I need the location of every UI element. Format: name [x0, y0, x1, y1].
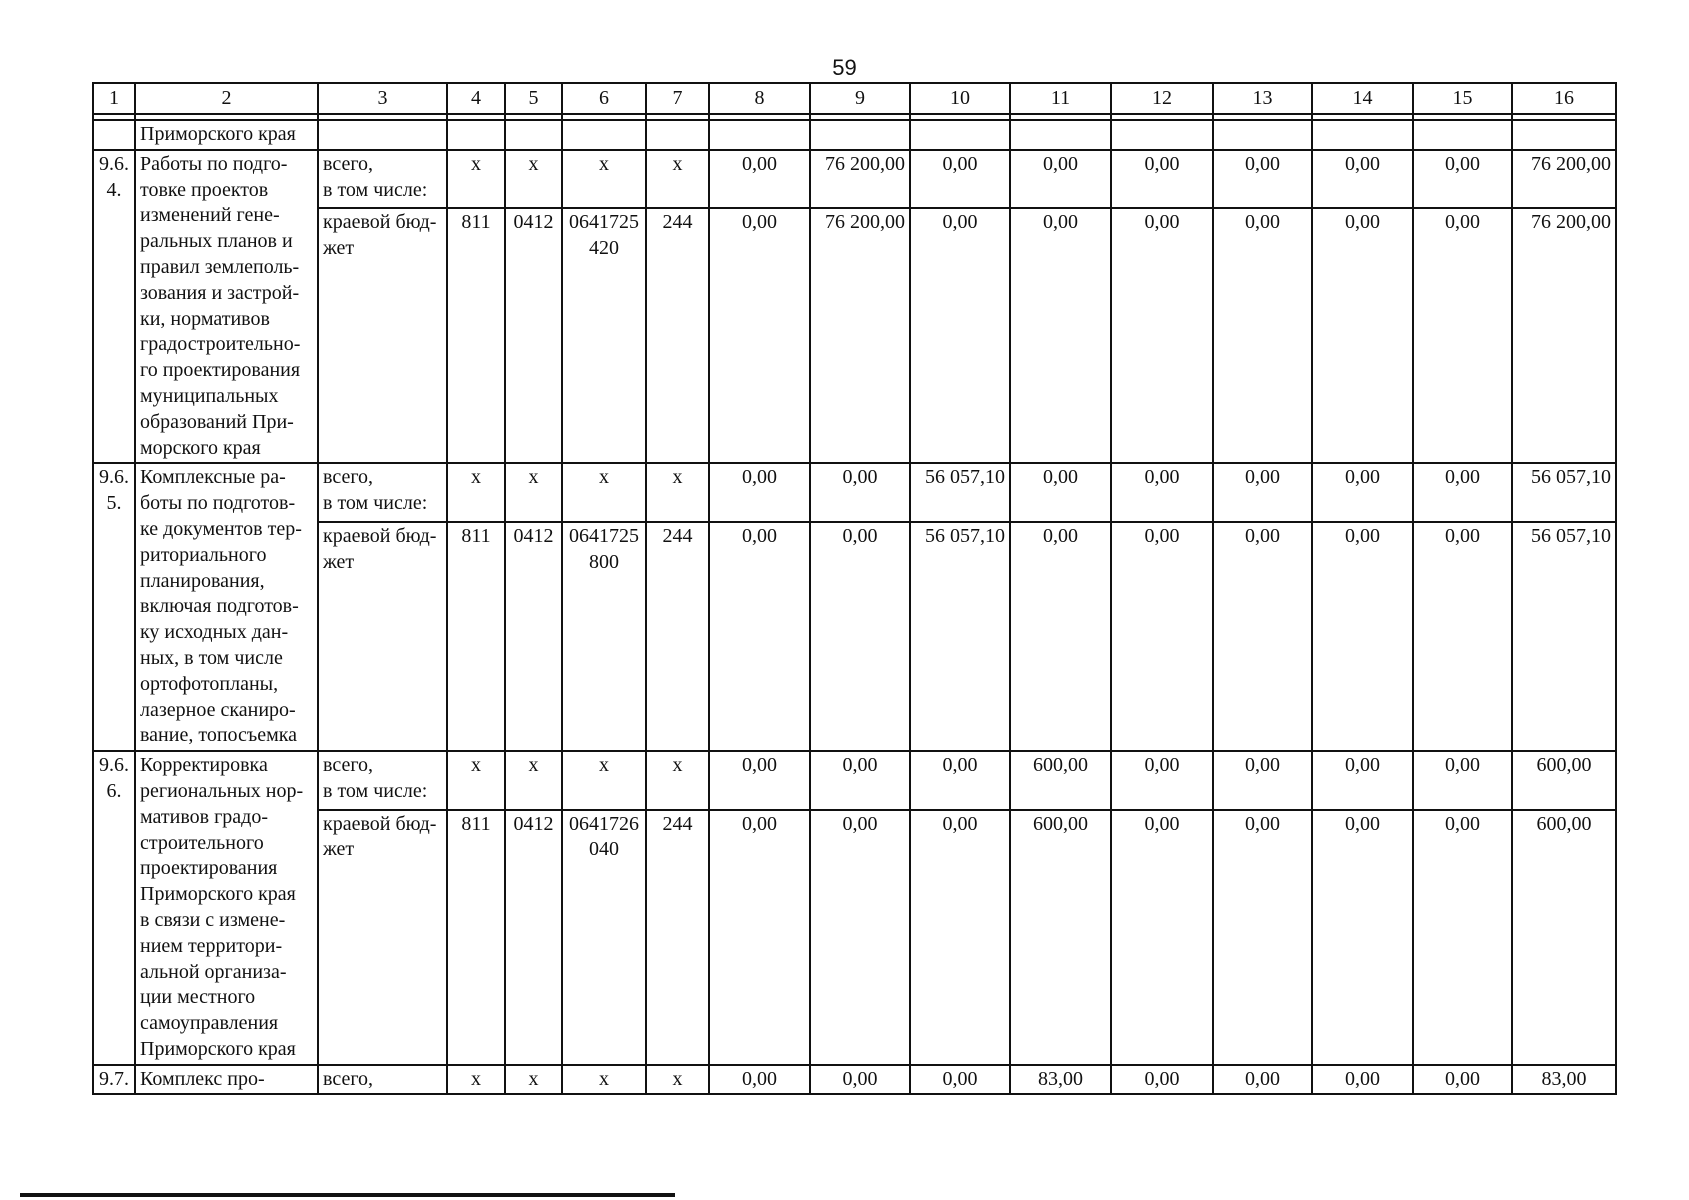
code-cell: 0641726 040 — [562, 810, 646, 1065]
code-cell: 811 — [447, 522, 505, 751]
value-cell: 0,00 — [709, 1065, 810, 1095]
item-name: Комплексные ра- боты по подготов- ке документов тер- риториального планирования, включая подготов- ку исходных дан- ных, в том числе ортофотопланы, лазерное сканиро- вание, топосъемка — [135, 463, 318, 751]
value-cell: 600,00 — [1512, 751, 1616, 810]
value-cell: 600,00 — [1010, 810, 1111, 1065]
code-cell: x — [505, 150, 562, 209]
column-header: 1 — [93, 83, 135, 114]
table-row — [93, 751, 1616, 810]
table-row — [93, 150, 1616, 209]
code-cell: x — [562, 751, 646, 810]
value-cell: 0,00 — [709, 208, 810, 463]
value-cell: 0,00 — [1413, 208, 1512, 463]
value-cell: 0,00 — [1010, 150, 1111, 209]
column-header: 3 — [318, 83, 447, 114]
value-cell: 0,00 — [1413, 810, 1512, 1065]
value-cell: 0,00 — [1111, 150, 1213, 209]
code-cell: 811 — [447, 208, 505, 463]
value-cell: 83,00 — [1010, 1065, 1111, 1095]
value-cell: 0,00 — [1213, 1065, 1312, 1095]
item-number: 9.6. 4. — [93, 150, 135, 464]
funding-source: всего, в том числе: — [318, 463, 447, 521]
value-cell: 0,00 — [1312, 463, 1413, 521]
value-cell: 0,00 — [1111, 1065, 1213, 1095]
column-header: 12 — [1111, 83, 1213, 114]
table-row — [93, 1065, 1616, 1095]
value-cell: 0,00 — [810, 463, 910, 521]
value-cell: 0,00 — [1213, 810, 1312, 1065]
value-cell: 0,00 — [1213, 463, 1312, 521]
value-cell: 76 200,00 — [810, 150, 910, 209]
code-cell: x — [646, 1065, 709, 1095]
code-cell: x — [646, 751, 709, 810]
column-header: 2 — [135, 83, 318, 114]
funding-source: краевой бюд- жет — [318, 810, 447, 1065]
column-header: 5 — [505, 83, 562, 114]
value-cell: 0,00 — [810, 810, 910, 1065]
value-cell: 0,00 — [910, 810, 1010, 1065]
value-cell: 56 057,10 — [1512, 522, 1616, 751]
column-header: 15 — [1413, 83, 1512, 114]
value-cell: 600,00 — [1010, 751, 1111, 810]
column-header: 4 — [447, 83, 505, 114]
value-cell: 0,00 — [1010, 522, 1111, 751]
code-cell: 0641725 800 — [562, 522, 646, 751]
value-cell: 0,00 — [1213, 150, 1312, 209]
item-name: Комплекс про- — [135, 1065, 318, 1095]
value-cell: 0,00 — [1111, 751, 1213, 810]
continuation-row — [93, 120, 1616, 150]
value-cell: 0,00 — [709, 810, 810, 1065]
table-row — [93, 810, 1616, 1065]
value-cell: 0,00 — [1213, 751, 1312, 810]
value-cell: 0,00 — [910, 1065, 1010, 1095]
code-cell: 811 — [447, 810, 505, 1065]
table-row — [93, 522, 1616, 751]
value-cell: 0,00 — [1213, 522, 1312, 751]
value-cell: 0,00 — [1413, 1065, 1512, 1095]
code-cell: 244 — [646, 208, 709, 463]
value-cell: 0,00 — [910, 751, 1010, 810]
value-cell: 600,00 — [1512, 810, 1616, 1065]
table-row — [93, 463, 1616, 521]
code-cell: x — [646, 463, 709, 521]
column-header: 7 — [646, 83, 709, 114]
value-cell: 0,00 — [1413, 463, 1512, 521]
code-cell: x — [562, 1065, 646, 1095]
column-header: 11 — [1010, 83, 1111, 114]
code-cell: x — [505, 463, 562, 521]
code-cell: x — [562, 150, 646, 209]
value-cell: 0,00 — [709, 463, 810, 521]
funding-source: всего, в том числе: — [318, 751, 447, 810]
value-cell: 0,00 — [1312, 810, 1413, 1065]
value-cell: 0,00 — [810, 751, 910, 810]
code-cell: x — [505, 751, 562, 810]
value-cell: 83,00 — [1512, 1065, 1616, 1095]
item-name: Работы по подго- товке проектов изменений гене- ральных планов и правил землеполь- зования и застрой- ки, нормативов градостроительно- го проектирования муниципальных образований При- морского края — [135, 150, 318, 464]
column-header: 6 — [562, 83, 646, 114]
table-row — [93, 208, 1616, 463]
column-header: 9 — [810, 83, 910, 114]
funding-source: всего, — [318, 1065, 447, 1095]
item-name: Корректировка региональных нор- мативов градо- строительного проектирования Приморского края в связи с измене- нием территори- альной организа- ции местного самоуправления Приморского края — [135, 751, 318, 1065]
footnote-separator — [20, 1193, 675, 1197]
value-cell: 0,00 — [910, 150, 1010, 209]
budget-table — [92, 82, 1617, 1095]
funding-source: краевой бюд- жет — [318, 522, 447, 751]
column-header: 16 — [1512, 83, 1616, 114]
value-cell: 0,00 — [1010, 463, 1111, 521]
value-cell: 0,00 — [1010, 208, 1111, 463]
code-cell: x — [447, 1065, 505, 1095]
value-cell: 0,00 — [1312, 208, 1413, 463]
value-cell: 0,00 — [810, 1065, 910, 1095]
code-cell: x — [505, 1065, 562, 1095]
value-cell: 0,00 — [1312, 522, 1413, 751]
code-cell: x — [646, 150, 709, 209]
value-cell: 0,00 — [709, 150, 810, 209]
column-header: 8 — [709, 83, 810, 114]
value-cell: 0,00 — [1413, 150, 1512, 209]
column-header: 10 — [910, 83, 1010, 114]
code-cell: x — [447, 751, 505, 810]
code-cell: 244 — [646, 522, 709, 751]
code-cell: 0412 — [505, 810, 562, 1065]
value-cell: 56 057,10 — [910, 463, 1010, 521]
value-cell: 76 200,00 — [1512, 150, 1616, 209]
value-cell: 0,00 — [1213, 208, 1312, 463]
value-cell: 56 057,10 — [1512, 463, 1616, 521]
value-cell: 0,00 — [910, 208, 1010, 463]
column-header: 13 — [1213, 83, 1312, 114]
value-cell: 0,00 — [709, 522, 810, 751]
value-cell: 76 200,00 — [810, 208, 910, 463]
value-cell: 0,00 — [1312, 751, 1413, 810]
value-cell: 0,00 — [1111, 208, 1213, 463]
value-cell: 0,00 — [1312, 1065, 1413, 1095]
item-number: 9.6. 6. — [93, 751, 135, 1065]
item-name: Приморского края — [135, 120, 318, 150]
code-cell: x — [447, 150, 505, 209]
value-cell: 0,00 — [709, 751, 810, 810]
value-cell: 0,00 — [810, 522, 910, 751]
funding-source: краевой бюд- жет — [318, 208, 447, 463]
code-cell: 244 — [646, 810, 709, 1065]
value-cell: 0,00 — [1111, 463, 1213, 521]
column-header: 14 — [1312, 83, 1413, 114]
item-number: 9.7. — [93, 1065, 135, 1095]
value-cell: 76 200,00 — [1512, 208, 1616, 463]
code-cell: 0412 — [505, 522, 562, 751]
value-cell: 0,00 — [1413, 751, 1512, 810]
code-cell: x — [562, 463, 646, 521]
code-cell: 0641725 420 — [562, 208, 646, 463]
value-cell: 0,00 — [1111, 810, 1213, 1065]
code-cell: 0412 — [505, 208, 562, 463]
value-cell: 0,00 — [1111, 522, 1213, 751]
funding-source: всего, в том числе: — [318, 150, 447, 209]
code-cell: x — [447, 463, 505, 521]
value-cell: 56 057,10 — [910, 522, 1010, 751]
page-number: 59 — [832, 55, 857, 80]
value-cell: 0,00 — [1413, 522, 1512, 751]
item-number: 9.6. 5. — [93, 463, 135, 751]
column-number-row — [93, 83, 1616, 114]
value-cell: 0,00 — [1312, 150, 1413, 209]
